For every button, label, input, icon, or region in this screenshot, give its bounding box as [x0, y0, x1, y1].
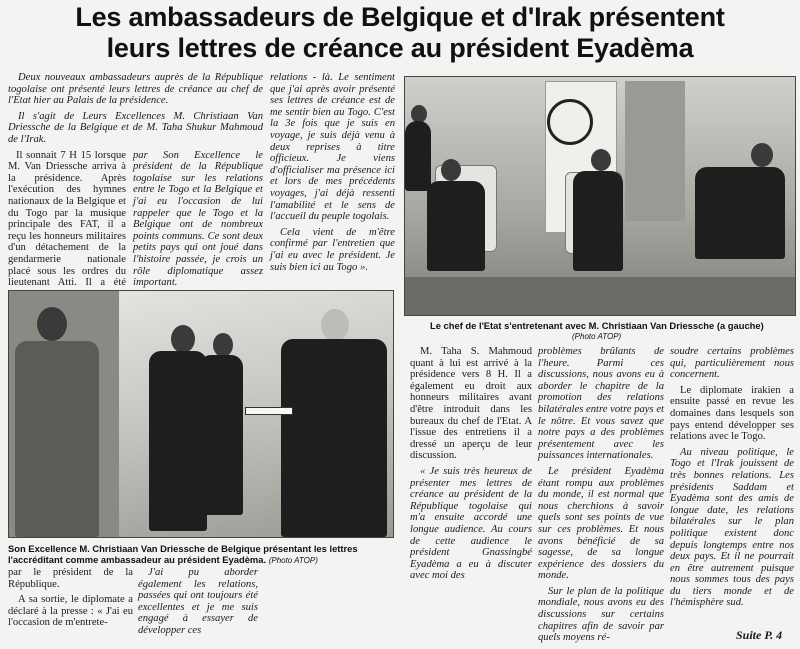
minister-head [213, 333, 233, 357]
meeting-photo [404, 76, 796, 316]
quote-paragraph-1: relations - là. Le sentiment que j'ai après avoir présenté ses lettres de créance est de me sentir bien au Togo. C'est la 3e fois que je suis en voyage, je suis déjà venu à deux reprises à titre officieux. Je viens d'officialiser ma présence ici et lors de mes précédents voyages, j'ai déjà ressenti l'amabilité et le sens de l'accueil du peuple togolais. [270, 72, 395, 223]
departure-column [8, 567, 133, 629]
quote-paragraph-2: Cela vient de m'être confirmé par l'entretien que j'ai eu avec le président. Je suis bien ici au Togo ». [270, 226, 395, 273]
mahmoud-column [410, 346, 532, 616]
headline [0, 2, 800, 64]
officer-head [37, 307, 67, 341]
problems-paragraph-2: Le président Eyadèma étant rompu aux problèmes du monde, il est normal que nous cherchions à savoir quels sont ses points de vue sur ces problèmes. Et nous avons bénéficié de sa sagesse, de sa longue expérience des dossiers du monde. [538, 465, 664, 582]
aide-head [591, 149, 611, 171]
credentials-photo-caption [8, 543, 392, 566]
ambassadors-paragraph: Il s'agit de Leurs Excellences M. Christiaan Van Driessche de la Belgique et de M. Taha Shukur Mahmoud de l'Irak. [8, 110, 263, 145]
right-paragraph-1: soudre certains problèmes qui, particulièrement nous concernent. [670, 346, 794, 381]
aide-figure [573, 171, 623, 271]
minister-figure [199, 355, 243, 515]
mahmoud-paragraph-1: M. Taha S. Mahmoud quant à lui est arrivé à la présidence vers 8 H. Il a également eu droit aux honneurs militaires avant d'être introduit dans les bureaux du chef de l'Etat. A l'issue des entretiens il a dressé un aperçu de leur discussion. [410, 346, 532, 462]
headline-line-1: Les ambassadeurs de Belgique et d'Irak présentent [75, 2, 725, 32]
credentials-letter [245, 407, 293, 415]
ambassador-figure [427, 181, 485, 271]
right-paragraph-3: Au niveau politique, le Togo et l'Irak jouissent de très bonnes relations. Les présidents Saddam et Eyadèma sont des amis de longue date, les relations bilatérales sur le plan politique existent donc depuis longtemps entre nos deux pays. Et il ne pourrait en être autrement puisque nous sommes tous des pays du tiers monde et de l'hémisphère sud. [670, 446, 794, 609]
continued-on-page: Suite P. 4 [736, 628, 783, 642]
van-driessche-figure [281, 339, 387, 537]
intro-paragraph: Deux nouveaux ambassadeurs auprès de la République togolaise ont présenté leurs lettres de créance au chef de l'Etat hier au Palais de la présidence. [8, 72, 263, 107]
reception-paragraph: par Son Excellence le président de la République togolaise sur les relations entre le Togo et la Belgique et j'ai eu l'occasion de lui rappeler que le Togo et la Belgique ont de nombreux points communs. Ce sont deux petits pays qui ont joué dans l'histoire passée, je crois un rôle diplomatique assez important. [133, 149, 263, 289]
credentials-photo [8, 290, 394, 538]
problems-column [538, 346, 664, 644]
van-driessche-head [321, 309, 349, 341]
arrival-paragraph: Il sonnait 7 H 15 lorsque M. Van Driessche arriva à la présidence. Après l'exécution des hymnes nationaux de la Belgique et du Togo par la musique principale des FAT, il a reçu les honneurs militaires d'un détachement de la gendarmerie nationale placé sous les ordres du lieutenant Atti. Il a été [8, 149, 126, 289]
emblem-icon [547, 99, 593, 145]
meeting-caption-text: Le chef de l'Etat s'entretenant avec M. Christiaan Van Driessche (a gauche) [430, 320, 764, 331]
right-paragraph-2: Le diplomate irakien a ensuite passé en revue les domaines dans lesquels son pays entend développer ses relations avec le Togo. [670, 384, 794, 443]
problems-paragraph-3: Sur le plan de la politique mondiale, nous avons eu des discussions sur certains chapitres afin de savoir par quels moyens ré- [538, 585, 664, 644]
guard-figure [405, 121, 431, 191]
headline-line-2: leurs lettres de créance au président Eyadèma [106, 33, 694, 63]
eyadema-head [171, 325, 195, 353]
right-column [670, 346, 794, 614]
credentials-caption-credit: (Photo ATOP) [268, 556, 318, 565]
officer-figure [15, 341, 99, 537]
mahmoud-quote: « Je suis très heureux de présenter mes lettres de créance au président de la République togolaise qui m'a ensuite accordé une longue audience. Au cours de cette audience le président Gnassingbé Eyadèma a eu à discuter avec moi des [410, 465, 532, 582]
curtain [625, 81, 685, 221]
president-figure [695, 167, 785, 259]
floor [405, 277, 795, 315]
intro-column [8, 72, 263, 290]
meeting-photo-caption [430, 320, 794, 331]
problems-paragraph-1: problèmes brûlants de l'heure. Parmi ces discussions, nous avons eu à aborder le chapitre de la promotion des relations bilatérales entre votre pays et le nôtre. Et vous savez que notre pays a des problèmes présentement avec les puissances internationales. [538, 346, 664, 462]
meeting-photo-credit: (Photo ATOP) [572, 332, 622, 341]
president-head [751, 143, 773, 167]
departure-paragraph-1: par le président de la République. [8, 567, 133, 590]
ambassador-head [441, 159, 461, 181]
credentials-caption-text: Son Excellence M. Christiaan Van Driessche de Belgique présentant les lettres l'accréditant comme ambassadeur au président Eyadèma. [8, 543, 358, 565]
relations-column [138, 567, 258, 636]
relations-paragraph: J'ai pu aborder également les relations, passées qui ont toujours été excellentes et je me suis engagé à essayer de développer ces [138, 567, 258, 636]
quote-column [270, 72, 395, 284]
departure-paragraph-2: A sa sortie, le diplomate a déclaré à la presse : « J'ai eu l'occasion de m'entrete- [8, 594, 133, 629]
